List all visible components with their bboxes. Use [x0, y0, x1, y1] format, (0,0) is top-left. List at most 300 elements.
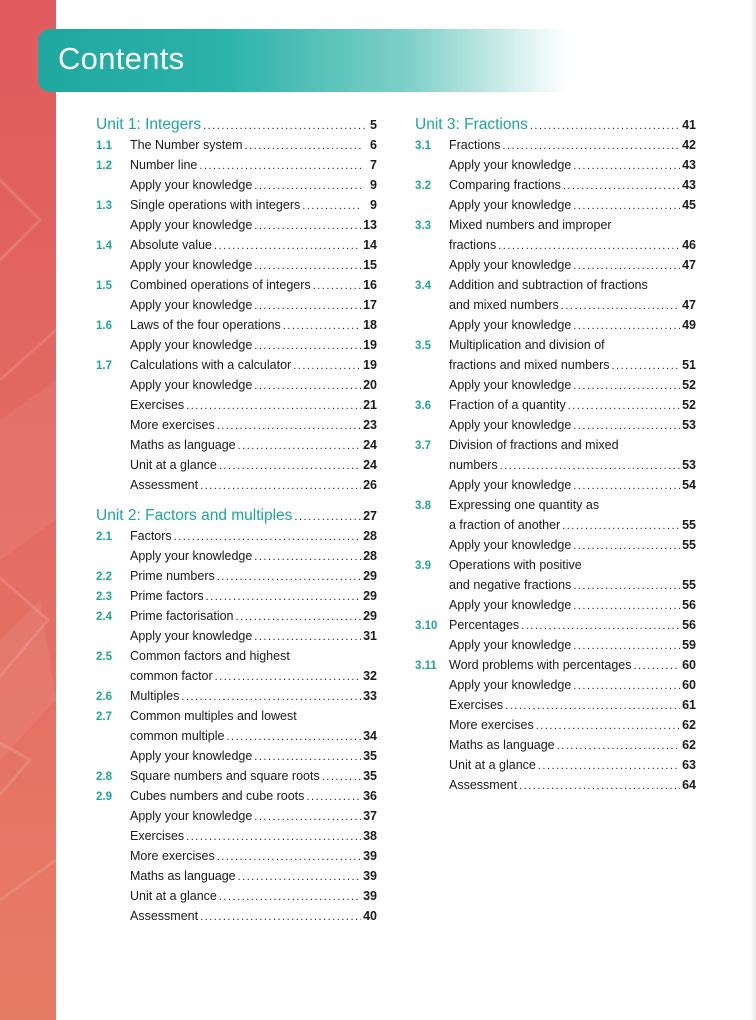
page-number: 23 — [363, 418, 377, 432]
page-number: 29 — [363, 589, 377, 603]
entry-title: Absolute value — [130, 238, 213, 252]
dot-leader — [294, 511, 361, 523]
entry-title: Laws of the four operations — [130, 318, 281, 332]
page-number: 62 — [682, 718, 696, 732]
entry-title: Unit at a glance — [130, 458, 217, 472]
dot-leader — [219, 460, 361, 472]
dot-leader — [238, 871, 361, 883]
entry-title: Apply your knowledge — [130, 258, 253, 272]
dot-leader — [573, 380, 680, 392]
entry-title: Word problems with percentages — [449, 658, 632, 672]
dot-leader — [612, 360, 681, 372]
section-number: 2.1 — [96, 531, 112, 543]
page-number: 49 — [682, 318, 696, 332]
toc-unit-heading[interactable] — [96, 507, 377, 529]
page-number: 31 — [363, 629, 377, 643]
section-number: 2.5 — [96, 651, 112, 663]
section-number: 3.11 — [415, 660, 437, 672]
toc-entry[interactable] — [96, 789, 377, 809]
toc-entry[interactable] — [415, 218, 696, 238]
page-number: 41 — [682, 118, 696, 132]
dot-leader — [174, 531, 361, 543]
section-number: 2.3 — [96, 591, 112, 603]
page-number: 55 — [682, 518, 696, 532]
dot-leader — [203, 120, 368, 132]
page-number: 63 — [682, 758, 696, 772]
page-number: 19 — [363, 338, 377, 352]
entry-title: Maths as language — [449, 738, 555, 752]
dot-leader — [573, 160, 680, 172]
page-title: Contents — [58, 41, 185, 76]
toc-entry[interactable] — [96, 378, 377, 398]
page-number: 29 — [363, 569, 377, 583]
toc-right-column — [415, 116, 696, 798]
dot-leader — [181, 691, 361, 703]
page-number: 39 — [363, 849, 377, 863]
toc-entry[interactable] — [96, 218, 377, 238]
entry-title: common factor — [130, 669, 213, 683]
entry-title: Common multiples and lowest — [130, 709, 297, 723]
dot-leader — [254, 260, 361, 272]
page-number: 34 — [363, 729, 377, 743]
page-number: 59 — [682, 638, 696, 652]
dot-leader — [502, 140, 680, 152]
dot-leader — [521, 620, 680, 632]
entry-title: Assessment — [130, 478, 199, 492]
toc-entry[interactable] — [415, 418, 696, 438]
toc-entry[interactable] — [96, 629, 377, 649]
entry-title: Exercises — [449, 698, 504, 712]
entry-title: Single operations with integers — [130, 198, 301, 212]
dot-leader — [561, 300, 680, 312]
toc-entry[interactable] — [96, 689, 377, 709]
dot-leader — [254, 551, 361, 563]
page-number: 13 — [363, 218, 377, 232]
page-number: 24 — [363, 438, 377, 452]
toc-entry[interactable] — [415, 378, 696, 398]
entry-title: a fraction of another — [449, 518, 561, 532]
toc-entry[interactable] — [415, 138, 696, 158]
page-number: 19 — [363, 358, 377, 372]
toc-entry[interactable] — [415, 358, 696, 378]
page-number: 55 — [682, 538, 696, 552]
page-number: 54 — [682, 478, 696, 492]
toc-unit-heading[interactable] — [96, 116, 377, 138]
toc-entry[interactable] — [415, 498, 696, 518]
toc-entry[interactable] — [415, 718, 696, 738]
page-number: 55 — [682, 578, 696, 592]
dot-leader — [254, 220, 361, 232]
entry-title: Apply your knowledge — [449, 478, 572, 492]
dot-leader — [200, 480, 361, 492]
section-number: 3.7 — [415, 440, 431, 452]
entry-title: Exercises — [130, 829, 185, 843]
dot-leader — [186, 831, 361, 843]
entry-title: Apply your knowledge — [130, 629, 253, 643]
page-number: 56 — [682, 618, 696, 632]
entry-title: Apply your knowledge — [130, 749, 253, 763]
toc-entry[interactable] — [415, 438, 696, 458]
section-number: 3.3 — [415, 220, 431, 232]
section-number: 2.8 — [96, 771, 112, 783]
page-number: 43 — [682, 178, 696, 192]
entry-title: Factors — [130, 529, 172, 543]
toc-entry[interactable] — [415, 458, 696, 478]
toc-entry[interactable] — [96, 649, 377, 669]
entry-title: Prime numbers — [130, 569, 215, 583]
dot-leader — [293, 360, 361, 372]
dot-leader — [238, 440, 361, 452]
toc-entry[interactable] — [96, 278, 377, 298]
dot-leader — [573, 580, 680, 592]
page-number: 32 — [363, 669, 377, 683]
toc-entry[interactable] — [415, 538, 696, 558]
page-number: 18 — [363, 318, 377, 332]
toc-unit-heading[interactable] — [415, 116, 696, 138]
toc-entry[interactable] — [415, 658, 696, 678]
dot-leader — [236, 611, 361, 623]
entry-title: and negative fractions — [449, 578, 572, 592]
page-number: 53 — [682, 458, 696, 472]
entry-title: Apply your knowledge — [130, 218, 253, 232]
toc-entry[interactable] — [96, 609, 377, 629]
entry-title: Calculations with a calculator — [130, 358, 292, 372]
entry-title: Combined operations of integers — [130, 278, 311, 292]
dot-leader — [505, 700, 680, 712]
entry-title: Apply your knowledge — [449, 638, 572, 652]
page-number: 60 — [682, 678, 696, 692]
section-number: 3.10 — [415, 620, 438, 632]
toc-entry[interactable] — [415, 618, 696, 638]
page-number: 52 — [682, 378, 696, 392]
page-number: 35 — [363, 769, 377, 783]
section-number: 1.6 — [96, 320, 112, 332]
dot-leader — [530, 120, 680, 132]
entry-title: Apply your knowledge — [130, 378, 253, 392]
toc-entry[interactable] — [96, 809, 377, 829]
dot-leader — [217, 571, 361, 583]
entry-title: Apply your knowledge — [130, 338, 253, 352]
toc-entry[interactable] — [415, 318, 696, 338]
entry-title: Number line — [130, 158, 198, 172]
dot-leader — [573, 260, 680, 272]
dot-leader — [215, 671, 361, 683]
toc-entry[interactable] — [96, 338, 377, 358]
entry-title: fractions and mixed numbers — [449, 358, 610, 372]
dot-leader — [254, 631, 361, 643]
page-number: 42 — [682, 138, 696, 152]
page-number: 28 — [363, 529, 377, 543]
unit-title: Unit 2: Factors and multiples — [96, 507, 293, 524]
entry-title: and mixed numbers — [449, 298, 559, 312]
toc-entry[interactable] — [96, 198, 377, 218]
entry-title: More exercises — [449, 718, 534, 732]
entry-title: Prime factorisation — [130, 609, 234, 623]
entry-title: Maths as language — [130, 869, 236, 883]
dot-leader — [283, 320, 361, 332]
toc-entry[interactable] — [96, 458, 377, 478]
page-number: 20 — [363, 378, 377, 392]
page-number: 16 — [363, 278, 377, 292]
toc-entry[interactable] — [96, 398, 377, 418]
entry-title: Division of fractions and mixed — [449, 438, 619, 452]
entry-title: fractions — [449, 238, 497, 252]
toc-entry[interactable] — [96, 829, 377, 849]
entry-title: Apply your knowledge — [130, 809, 253, 823]
dot-leader — [519, 780, 680, 792]
dot-leader — [562, 520, 680, 532]
toc-entry[interactable] — [96, 258, 377, 278]
toc-left-column — [96, 116, 377, 929]
dot-leader — [254, 811, 361, 823]
page-number: 26 — [363, 478, 377, 492]
toc-entry[interactable] — [96, 669, 377, 689]
dot-leader — [313, 280, 361, 292]
section-number: 3.5 — [415, 340, 431, 352]
section-number: 1.2 — [96, 160, 112, 172]
dot-leader — [573, 420, 680, 432]
section-number: 2.4 — [96, 611, 112, 623]
entry-title: common multiple — [130, 729, 225, 743]
section-number: 3.6 — [415, 400, 431, 412]
entry-title: Apply your knowledge — [449, 418, 572, 432]
section-number: 2.6 — [96, 691, 112, 703]
dot-leader — [254, 180, 361, 192]
dot-leader — [322, 771, 361, 783]
decorative-pattern — [0, 0, 56, 1020]
toc-entry[interactable] — [415, 158, 696, 178]
page-number: 9 — [370, 178, 377, 192]
page-number: 27 — [363, 509, 377, 523]
toc-entry[interactable] — [415, 278, 696, 298]
page-number: 47 — [682, 298, 696, 312]
page-number: 37 — [363, 809, 377, 823]
entry-title: The Number system — [130, 138, 243, 152]
toc-entry[interactable] — [96, 569, 377, 589]
entry-title: Addition and subtraction of fractions — [449, 278, 648, 292]
contents-header — [38, 29, 568, 92]
dot-leader — [217, 420, 361, 432]
decorative-side-band — [0, 0, 56, 1020]
toc-entry[interactable] — [415, 198, 696, 218]
dot-leader — [568, 400, 680, 412]
page-number: 62 — [682, 738, 696, 752]
toc-entry[interactable] — [415, 698, 696, 718]
section-number: 3.1 — [415, 140, 431, 152]
entry-title: More exercises — [130, 418, 215, 432]
dot-leader — [200, 911, 361, 923]
section-number: 3.9 — [415, 560, 431, 572]
toc-entry[interactable] — [415, 598, 696, 618]
page-number: 6 — [370, 138, 377, 152]
toc-entry[interactable] — [96, 549, 377, 569]
toc-entry[interactable] — [415, 238, 696, 258]
entry-title: Fractions — [449, 138, 501, 152]
dot-leader — [573, 480, 680, 492]
entry-title: Square numbers and square roots — [130, 769, 320, 783]
entry-title: Exercises — [130, 398, 185, 412]
entry-title: Apply your knowledge — [449, 258, 572, 272]
toc-entry[interactable] — [96, 889, 377, 909]
dot-leader — [557, 740, 680, 752]
section-number: 2.2 — [96, 571, 112, 583]
entry-title: Common factors and highest — [130, 649, 290, 663]
entry-title: Multiplication and division of — [449, 338, 605, 352]
dot-leader — [226, 731, 361, 743]
entry-title: Assessment — [130, 909, 199, 923]
toc-entry[interactable] — [415, 778, 696, 798]
entry-title: Maths as language — [130, 438, 236, 452]
dot-leader — [573, 600, 680, 612]
toc-entry[interactable] — [415, 398, 696, 418]
dot-leader — [254, 300, 361, 312]
section-number: 1.1 — [96, 140, 112, 152]
entry-title: Multiples — [130, 689, 180, 703]
entry-title: Unit at a glance — [130, 889, 217, 903]
toc-entry[interactable] — [96, 158, 377, 178]
toc-entry[interactable] — [96, 138, 377, 158]
dot-leader — [219, 891, 361, 903]
page-number: 52 — [682, 398, 696, 412]
toc-entry[interactable] — [96, 769, 377, 789]
unit-title: Unit 3: Fractions — [415, 116, 528, 133]
toc-entry[interactable] — [96, 529, 377, 549]
page-number: 14 — [363, 238, 377, 252]
entry-title: Apply your knowledge — [449, 378, 572, 392]
toc-entry[interactable] — [415, 178, 696, 198]
page-number: 7 — [370, 158, 377, 172]
entry-title: Prime factors — [130, 589, 204, 603]
section-number: 2.7 — [96, 711, 112, 723]
page-number: 15 — [363, 258, 377, 272]
unit-title: Unit 1: Integers — [96, 116, 202, 133]
entry-title: Assessment — [449, 778, 518, 792]
page-number: 29 — [363, 609, 377, 623]
page-number: 45 — [682, 198, 696, 212]
page-number: 35 — [363, 749, 377, 763]
toc-entry[interactable] — [96, 709, 377, 729]
entry-title: Apply your knowledge — [130, 178, 253, 192]
entry-title: Apply your knowledge — [449, 318, 572, 332]
page-number: 28 — [363, 549, 377, 563]
page-number: 9 — [370, 198, 377, 212]
toc-entry[interactable] — [415, 258, 696, 278]
page-number: 56 — [682, 598, 696, 612]
page-number: 36 — [363, 789, 377, 803]
page-number: 24 — [363, 458, 377, 472]
dot-leader — [536, 720, 680, 732]
entry-title: Cubes numbers and cube roots — [130, 789, 305, 803]
section-number: 3.4 — [415, 280, 431, 292]
page-number: 39 — [363, 889, 377, 903]
page-number: 60 — [682, 658, 696, 672]
toc-entry[interactable] — [96, 418, 377, 438]
entry-title: Apply your knowledge — [449, 538, 572, 552]
page-number: 61 — [682, 698, 696, 712]
page-number: 53 — [682, 418, 696, 432]
section-number: 1.7 — [96, 360, 112, 372]
entry-title: Apply your knowledge — [130, 298, 253, 312]
toc-entry[interactable] — [96, 238, 377, 258]
toc-entry[interactable] — [96, 589, 377, 609]
dot-leader — [206, 591, 361, 603]
toc-entry[interactable] — [96, 909, 377, 929]
toc-entry[interactable] — [96, 318, 377, 338]
toc-entry[interactable] — [96, 438, 377, 458]
dot-leader — [573, 320, 680, 332]
entry-title: Apply your knowledge — [449, 598, 572, 612]
toc-entry[interactable] — [96, 849, 377, 869]
toc-entry[interactable] — [96, 749, 377, 769]
dot-leader — [500, 460, 680, 472]
dot-leader — [634, 660, 681, 672]
section-number: 1.5 — [96, 280, 112, 292]
toc-entry[interactable] — [415, 738, 696, 758]
toc-entry[interactable] — [96, 358, 377, 378]
dot-leader — [199, 160, 361, 172]
toc-entry[interactable] — [415, 478, 696, 498]
dot-leader — [254, 380, 361, 392]
entry-title: Expressing one quantity as — [449, 498, 600, 512]
section-number: 3.8 — [415, 500, 431, 512]
toc-entry[interactable] — [96, 178, 377, 198]
section-number: 1.4 — [96, 240, 112, 252]
entry-title: Mixed numbers and improper — [449, 218, 612, 232]
toc-entry[interactable] — [415, 558, 696, 578]
dot-leader — [538, 760, 680, 772]
toc-entry[interactable] — [415, 678, 696, 698]
dot-leader — [573, 640, 680, 652]
toc-entry[interactable] — [96, 729, 377, 749]
page-number: 64 — [682, 778, 696, 792]
toc-entry[interactable] — [96, 478, 377, 498]
toc-entry[interactable] — [415, 518, 696, 538]
section-number: 3.2 — [415, 180, 431, 192]
toc-entry[interactable] — [415, 578, 696, 598]
toc-entry[interactable] — [96, 869, 377, 889]
dot-leader — [573, 680, 680, 692]
dot-leader — [563, 180, 680, 192]
page-number: 17 — [363, 298, 377, 312]
entry-title: Fraction of a quantity — [449, 398, 566, 412]
dot-leader — [217, 851, 361, 863]
entry-title: Apply your knowledge — [130, 549, 253, 563]
toc-entry[interactable] — [415, 298, 696, 318]
page-number: 46 — [682, 238, 696, 252]
entry-title: numbers — [449, 458, 498, 472]
entry-title: Comparing fractions — [449, 178, 561, 192]
page-number: 43 — [682, 158, 696, 172]
dot-leader — [214, 240, 361, 252]
toc-entry[interactable] — [96, 298, 377, 318]
page-number: 47 — [682, 258, 696, 272]
entry-title: Percentages — [449, 618, 520, 632]
dot-leader — [186, 400, 361, 412]
page-number: 38 — [363, 829, 377, 843]
page-edge-shadow — [750, 0, 756, 1020]
toc-entry[interactable] — [415, 638, 696, 658]
dot-leader — [573, 200, 680, 212]
toc-entry[interactable] — [415, 758, 696, 778]
entry-title: Apply your knowledge — [449, 158, 572, 172]
dot-leader — [254, 751, 361, 763]
page-number: 39 — [363, 869, 377, 883]
dot-leader — [573, 540, 680, 552]
dot-leader — [302, 200, 361, 212]
entry-title: Unit at a glance — [449, 758, 536, 772]
toc-entry[interactable] — [415, 338, 696, 358]
page-number: 33 — [363, 689, 377, 703]
